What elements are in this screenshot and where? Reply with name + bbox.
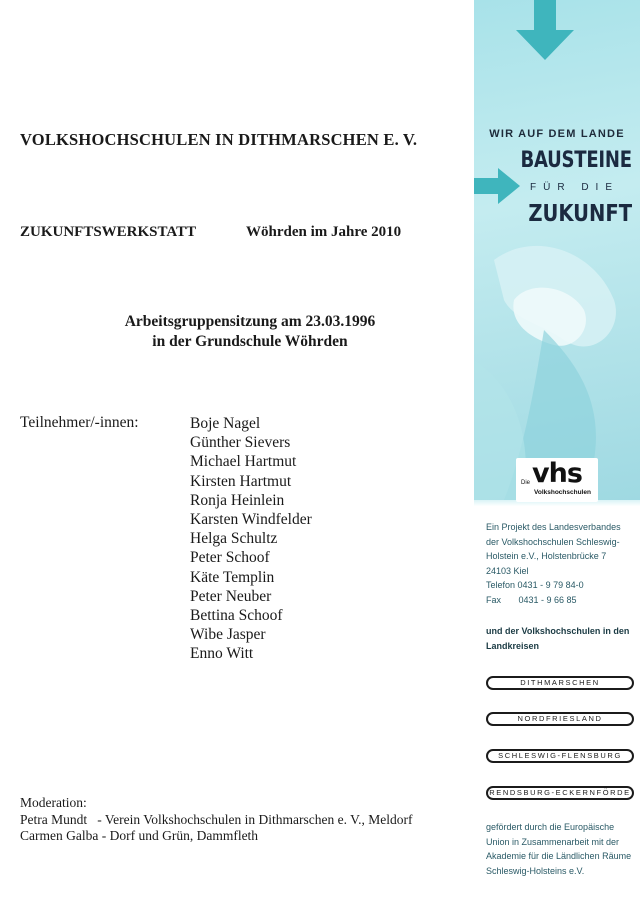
participant: Peter Neuber bbox=[190, 587, 272, 605]
vhs-logo-subtitle: Volkshochschulen bbox=[534, 489, 591, 496]
districts-intro: und der Volkshochschulen in den Landkreisen bbox=[486, 626, 630, 651]
moderation-block bbox=[20, 795, 412, 845]
banner-tagline: WIR AUF DEM LANDE bbox=[489, 128, 625, 140]
moderation-label: Moderation: bbox=[20, 795, 87, 810]
meeting-date-line: Arbeitsgruppensitzung am 23.03.1996 bbox=[124, 313, 376, 330]
district-badge: SCHLESWIG-FLENSBURG bbox=[486, 749, 634, 763]
down-arrow-icon bbox=[516, 0, 574, 60]
participants-label: Teilnehmer/-innen: bbox=[20, 414, 139, 431]
banner-artwork bbox=[474, 0, 640, 500]
moderator-line: Carmen Galba - Dorf und Grün, Dammfleth bbox=[20, 828, 259, 843]
phone-label: Telefon bbox=[486, 580, 516, 590]
project-name: ZUKUNFTSWERKSTATT bbox=[20, 224, 197, 240]
meeting-info bbox=[60, 312, 440, 352]
info-line: der Volkshochschulen Schleswig- bbox=[486, 536, 620, 547]
banner-title-bausteine: BAUSTEINE bbox=[520, 148, 632, 173]
district-badge: NORDFRIESLAND bbox=[486, 712, 634, 726]
participant: Bettina Schoof bbox=[190, 607, 283, 625]
fax-line bbox=[486, 593, 636, 608]
participant: Kirsten Hartmut bbox=[190, 472, 292, 490]
participant: Ronja Heinlein bbox=[190, 491, 285, 509]
info-line: 24103 Kiel bbox=[486, 565, 529, 576]
participant: Michael Hartmut bbox=[190, 453, 297, 471]
participant: Helga Schultz bbox=[190, 530, 278, 548]
moderator-line: Petra Mundt - Verein Volkshochschulen in Dithmarschen e. V., Meldorf bbox=[20, 811, 413, 827]
right-arrow-icon bbox=[474, 168, 520, 204]
participants-list bbox=[190, 414, 312, 664]
participant: Günther Sievers bbox=[190, 434, 291, 452]
project-contact-info bbox=[486, 520, 636, 607]
vhs-logo-word: vhs bbox=[532, 458, 582, 489]
info-line: Ein Projekt des Landesverbandes bbox=[486, 522, 621, 532]
banner-title-zukunft: ZUKUNFT bbox=[528, 201, 632, 227]
phone-number: 0431 - 9 79 84-0 bbox=[517, 580, 584, 590]
district-badge: DITHMARSCHEN bbox=[486, 676, 634, 690]
district-badge: RENDSBURG-ECKERNFÖRDE bbox=[486, 786, 634, 800]
participant: Karsten Windfelder bbox=[190, 511, 312, 529]
info-line: Holstein e.V., Holstenbrücke 7 bbox=[486, 551, 607, 561]
participant: Käte Templin bbox=[190, 568, 275, 586]
phone-line bbox=[486, 578, 636, 593]
participant: Peter Schoof bbox=[190, 549, 270, 567]
banner-artwork-area bbox=[474, 0, 640, 500]
meeting-location-line: in der Grundschule Wöhrden bbox=[152, 333, 348, 350]
participant: Boje Nagel bbox=[190, 415, 261, 432]
vhs-logo-prefix: Die bbox=[521, 480, 531, 486]
vhs-banner bbox=[474, 0, 640, 904]
vhs-logo bbox=[516, 458, 598, 502]
fax-label: Fax bbox=[486, 594, 502, 605]
participant: Wibe Jasper bbox=[190, 626, 266, 644]
funding-note: gefördert durch die Europäische Union in Zusammenarbeit mit der Akademie für die Ländlichen Räume Schleswig-Holsteins e.V. bbox=[486, 822, 632, 876]
participant: Enno Witt bbox=[190, 645, 254, 663]
banner-title-fuer-die: FÜR DIE bbox=[530, 182, 619, 193]
fax-number: 0431 - 9 66 85 bbox=[518, 594, 577, 605]
organization-title: VOLKSHOCHSCHULEN IN DITHMARSCHEN E. V. bbox=[20, 130, 418, 149]
project-place: Wöhrden im Jahre 2010 bbox=[246, 224, 402, 240]
